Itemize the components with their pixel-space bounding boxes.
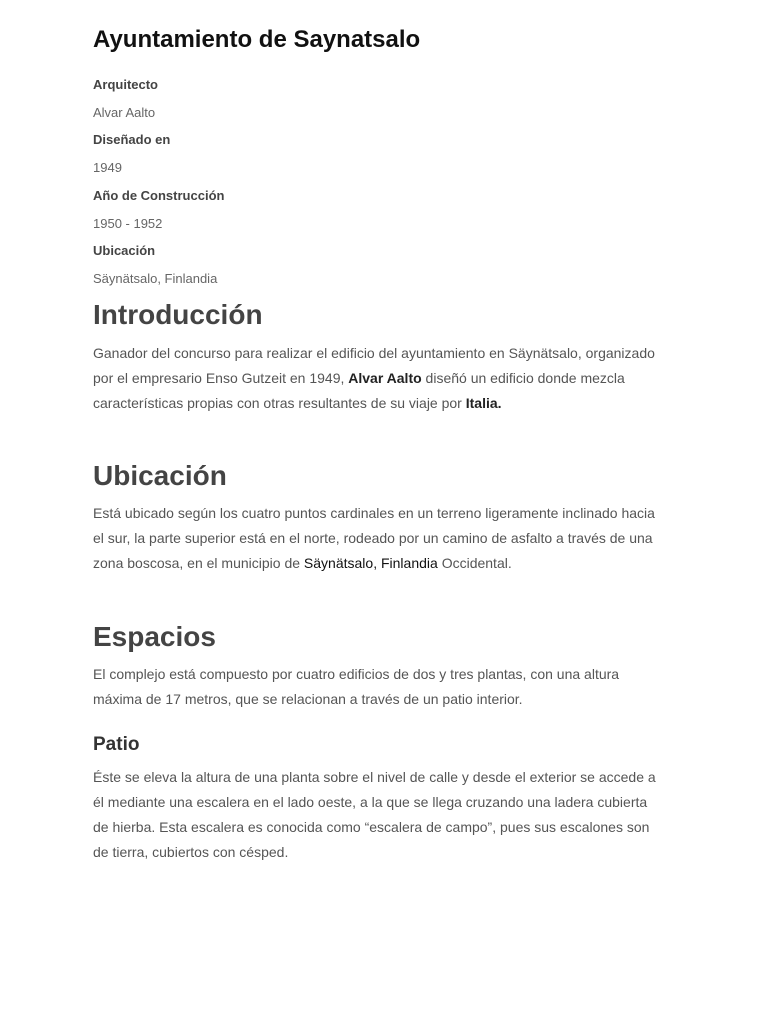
meta-value-construccion: 1950 - 1952 [93, 216, 163, 231]
page-title: Ayuntamiento de Saynatsalo [93, 26, 421, 53]
link-finlandia[interactable]: Finlandia [380, 555, 438, 571]
section-heading-introduccion: Introducción [93, 299, 263, 330]
section-text-introduccion: Ganador del concurso para realizar el edificio del ayuntamiento en Säynätsalo, organizado por el empresario Enso Gutzeit en 1949, Alvar Aalto diseñó un edificio donde mezcla características propias con otras resultantes de su viaje por Italia. [93, 345, 655, 411]
meta-label-disenado: Diseñado en [93, 132, 171, 147]
section-heading-ubicacion: Ubicación [93, 460, 227, 491]
meta-value-disenado: 1949 [93, 160, 122, 175]
meta-value-ubicacion: Säynätsalo, Finlandia [93, 271, 218, 286]
section-text-ubicacion: Está ubicado según los cuatro puntos cardinales en un terreno ligeramente inclinado hacia el sur, la parte superior está en el norte, rodeado por un camino de asfalto a través de una zona boscosa, en el municipio de Säynätsalo, Finlandia Occidental. [93, 505, 655, 571]
bold-alvar-aalto: Alvar Aalto [348, 370, 422, 386]
bold-italia: Italia. [465, 395, 502, 411]
meta-label-ubicacion: Ubicación [93, 243, 156, 258]
section-text-espacios: El complejo está compuesto por cuatro edificios de dos y tres plantas, con una altura máxima de 17 metros, que se relacionan a través de un patio interior. [93, 666, 620, 707]
section-heading-patio: Patio [93, 734, 140, 755]
meta-label-arquitecto: Arquitecto [93, 77, 158, 92]
meta-label-construccion: Año de Construcción [93, 188, 225, 203]
section-heading-espacios: Espacios [93, 621, 216, 652]
meta-value-arquitecto: Alvar Aalto [93, 105, 156, 120]
link-saynatsalo[interactable]: Säynätsalo [303, 555, 374, 571]
section-text-patio: Éste se eleva la altura de una planta sobre el nivel de calle y desde el exterior se accede a él mediante una escalera en el lado oeste, a la que se llega cruzando una ladera cubierta de hierba. Esta escalera es conocida como “escalera de campo”, pues sus escalones son de tierra, cubiertos con césped. [93, 769, 656, 860]
